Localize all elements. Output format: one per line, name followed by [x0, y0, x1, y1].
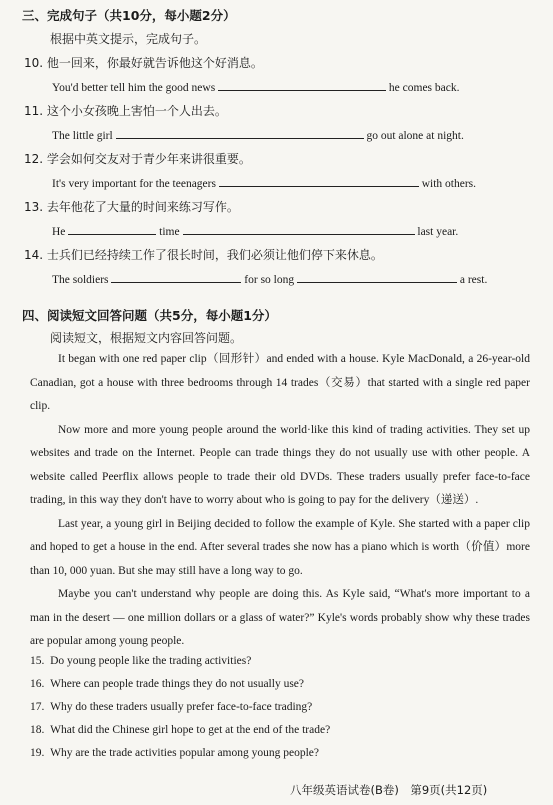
question-10-chinese: 10. 他一回来，你最好就告诉他这个好消息。 [24, 56, 263, 70]
section3-title: 三、完成句子（共10分，每小题2分） [22, 8, 236, 23]
question-12-chinese: 12. 学会如何交友对于青少年来讲很重要。 [24, 152, 251, 166]
page-footer: 八年级英语试卷(B卷) 第9页(共12页) [290, 783, 488, 797]
section4-instruction: 阅读短文，根据短文内容回答问题。 [50, 331, 243, 345]
passage-paragraph-1: It began with one red paper clip（回形针）and ended with a house. Kyle MacDonald, a 26-year-old Canadian, got a house with three bedrooms through 14 trades（交易）that started with a single red paper clip. [30, 353, 530, 412]
answer-blank-10[interactable] [218, 78, 386, 91]
question-18: 18. What did the Chinese girl hope to get at the end of the trade? [30, 724, 331, 736]
passage-paragraph-4: Maybe you can't understand why people are doing this. As Kyle said, “What's more important to a man in the desert — one million dollars or a glass of water?” Kyle's words probably show why these trades are popular among young people. [30, 588, 530, 647]
question-19: 19. Why are the trade activities popular among young people? [30, 747, 319, 759]
passage-paragraph-2: Now more and more young people around the world·like this kind of trading activities. They set up websites and trade on the Internet. People can trade things they do not usually use with other people. A website called Peerflix allows people to trade their old DVDs. These traders usually prefer face-to-face trading, in this way they don't have to worry about who is going to pay for the delivery（递送）. [30, 423, 530, 506]
answer-blank-13a[interactable] [68, 222, 156, 235]
question-14-english: The soldiers for so long a rest. [52, 270, 487, 286]
answer-blank-14a[interactable] [111, 270, 241, 283]
answer-blank-12[interactable] [219, 174, 419, 187]
passage-paragraph-3: Last year, a young girl in Beijing decided to follow the example of Kyle. She started with a paper clip and hoped to get a house in the end. After several trades she now has a piano which is worth（价值）more than 10, 000 yuan. But she may still have a long way to go. [30, 517, 530, 577]
question-12-english: It's very important for the teenagers with others. [52, 174, 476, 190]
answer-blank-11[interactable] [116, 126, 364, 139]
reading-passage [30, 348, 530, 654]
question-11-english: The little girl go out alone at night. [52, 126, 464, 142]
question-13-english: He time last year. [52, 222, 458, 238]
question-16: 16. Where can people trade things they do not usually use? [30, 678, 305, 690]
question-13-chinese: 13. 去年他花了大量的时间来练习写作。 [24, 200, 239, 214]
question-11-chinese: 11. 这个小女孩晚上害怕一个人出去。 [24, 104, 227, 118]
question-15: 15. Do young people like the trading activities? [30, 655, 252, 667]
question-17: 17. Why do these traders usually prefer face-to-face trading? [30, 701, 313, 713]
section4-title: 四、阅读短文回答问题（共5分，每小题1分） [22, 308, 277, 323]
answer-blank-13b[interactable] [183, 222, 415, 235]
question-14-chinese: 14. 士兵们已经持续工作了很长时间，我们必须让他们停下来休息。 [24, 248, 383, 262]
answer-blank-14b[interactable] [297, 270, 457, 283]
section3-instruction: 根据中英文提示，完成句子。 [50, 32, 207, 46]
question-10-english: You'd better tell him the good news he comes back. [52, 78, 460, 94]
